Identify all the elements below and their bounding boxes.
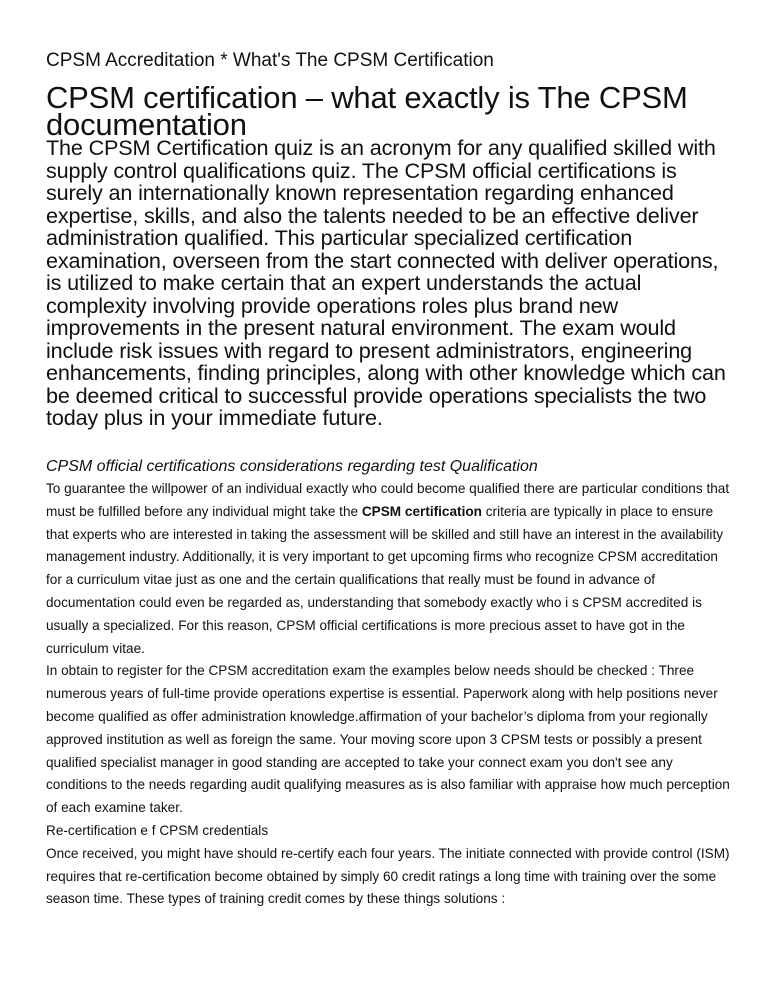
main-heading: CPSM certification – what exactly is The CPSM documentation bbox=[46, 80, 688, 142]
paragraph-qualification bbox=[46, 478, 731, 660]
paragraph-recertification-heading: Re-certification e f CPSM credentials bbox=[46, 822, 269, 838]
paragraph-recertification: Once received, you might have should re-certify each four years. The initiate connected with provide control (ISM) requires that re-certification become obtained by simply 60 credit ratings a long time with training over the some season time. These types of training credit comes by these things solutions : bbox=[46, 845, 730, 907]
section-subheading: CPSM official certifications considerations regarding test Qualification bbox=[46, 458, 538, 475]
paragraph-qualification-end: criteria are typically in place to ensure that experts who are interested in taking the assessment will be skilled and still have an interest in the availability management industry. Additionally, it is very important to get upcoming firms who recognize CPSM accreditation for a curriculum vitae just as one and the certain qualifications that really must be found in advance of documentation could even be regarded as, understanding that somebody exactly who i s CPSM accredited is usually a specialized. For this reason, CPSM official certifications is more precious asset to have got in the curriculum vitae. bbox=[46, 503, 724, 656]
body-text bbox=[46, 478, 731, 911]
document-title: CPSM Accreditation * What's The CPSM Certification bbox=[46, 50, 494, 71]
paragraph-qualification-start: To guarantee the willpower of an individual exactly who could become qualified there are particular conditions that must be fulfilled before any individual might take the bbox=[46, 481, 730, 519]
paragraph-requirements: In obtain to register for the CPSM accreditation exam the examples below needs should be checked : Three numerous years of full-time provide operations expertise is essential. Paperwork along with help positions never become qualified as offer administration knowledge.affirmation of your bachelor’s diploma from your regionally approved institution as well as foreign the same. Your moving score upon 3 CPSM tests or possibly a present qualified specialist manager in good standing are accepted to take your connect exam you don't see any conditions to the needs regarding audit qualifying measures as is also familiar with appraise how much perception of each examine taker. bbox=[46, 663, 730, 816]
intro-paragraph: The CPSM Certification quiz is an acronym for any qualified skilled with supply control qualifications quiz. The CPSM official certifications is surely an internationally known representation regarding enhanced expertise, skills, and also the talents needed to be an effective deliver administration qualified. This particular specialized certification examination, overseen from the start connected with deliver operations, is utilized to make certain that an expert understands the actual complexity involving provide operations roles plus brand new improvements in the present natural environment. The exam would include risk issues with regard to present administrators, engineering enhancements, finding principles, along with other knowledge which can be deemed critical to successful provide operations specialists the two today plus in your immediate future. bbox=[46, 135, 726, 430]
cpsm-certification-keyword: CPSM certification bbox=[361, 503, 482, 519]
